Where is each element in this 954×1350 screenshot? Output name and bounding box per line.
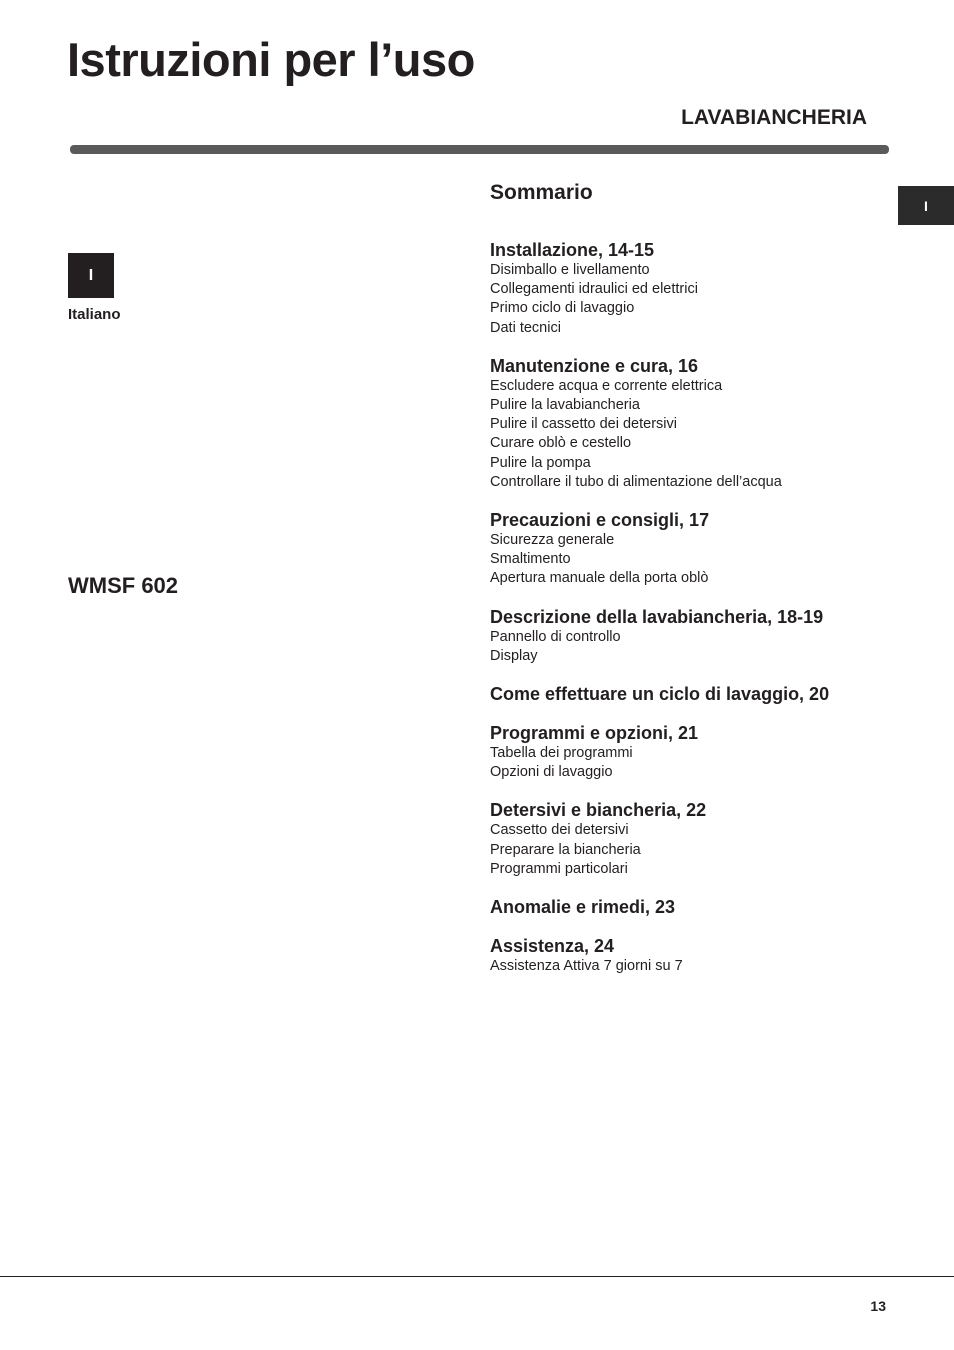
language-side-tab: I — [898, 186, 954, 225]
language-label: Italiano — [68, 306, 121, 323]
toc-section-items — [490, 957, 910, 976]
toc-item: Disimballo e livellamento — [490, 262, 650, 278]
toc-section-items — [490, 261, 910, 338]
toc-item: Assistenza Attiva 7 giorni su 7 — [490, 958, 683, 975]
toc-section — [490, 799, 910, 879]
toc-item: Cassetto dei detersivi — [490, 822, 629, 839]
toc-section — [490, 683, 910, 705]
toc-section-title: Manutenzione e cura, 16 — [490, 355, 699, 376]
toc-item: Collegamenti idraulici ed elettrici — [490, 281, 698, 298]
toc-section-items — [490, 377, 910, 492]
toc-section-items — [490, 531, 910, 589]
toc-item: Preparare la biancheria — [490, 841, 641, 858]
toc-item: Programmi particolari — [490, 860, 628, 877]
toc-section-title: Installazione, 14-15 — [490, 240, 655, 260]
toc-item: Dati tecnici — [490, 319, 561, 336]
page-number: 13 — [870, 1298, 886, 1314]
toc-section-title: Descrizione della lavabiancheria, 18-19 — [490, 606, 824, 627]
language-code-box: I — [68, 253, 114, 298]
toc-item: Escludere acqua e corrente elettrica — [490, 377, 723, 394]
toc-section-title: Programmi e opzioni, 21 — [490, 723, 699, 744]
footer-divider — [0, 1276, 954, 1277]
toc-section-title: Come effettuare un ciclo di lavaggio, 20 — [490, 684, 830, 705]
toc-item: Opzioni di lavaggio — [490, 764, 613, 781]
toc-section-title: Detersivi e biancheria, 22 — [490, 800, 707, 821]
toc-section — [490, 509, 910, 589]
table-of-contents — [490, 180, 910, 993]
toc-section — [490, 239, 910, 338]
toc-item: Tabella dei programmi — [490, 745, 633, 762]
toc-item: Smaltimento — [490, 551, 571, 568]
toc-item: Pulire la pompa — [490, 454, 591, 471]
toc-section — [490, 606, 910, 666]
toc-section — [490, 355, 910, 492]
toc-section-items — [490, 628, 910, 666]
toc-section-items — [490, 744, 910, 782]
model-name: WMSF 602 — [68, 573, 179, 598]
toc-section-title: Anomalie e rimedi, 23 — [490, 897, 676, 918]
toc-section-title: Precauzioni e consigli, 17 — [490, 510, 710, 531]
toc-item: Primo ciclo di lavaggio — [490, 300, 635, 317]
toc-section-items — [490, 821, 910, 879]
toc-heading: Sommario — [490, 181, 593, 204]
toc-section — [490, 935, 910, 976]
product-type: LAVABIANCHERIA — [681, 106, 867, 129]
header-divider — [70, 145, 889, 154]
page-title: Istruzioni per l’uso — [67, 33, 475, 86]
toc-item: Pulire la lavabiancheria — [490, 397, 640, 414]
toc-item: Apertura manuale della porta oblò — [490, 570, 709, 587]
toc-item: Pannello di controllo — [490, 628, 621, 645]
toc-item: Pulire il cassetto dei detersivi — [490, 416, 677, 433]
toc-item: Curare oblò e cestello — [490, 435, 632, 452]
toc-item: Controllare il tubo di alimentazione dell’acqua — [490, 473, 782, 490]
toc-item: Sicurezza generale — [490, 532, 615, 549]
toc-section — [490, 722, 910, 782]
toc-section-title: Assistenza, 24 — [490, 936, 615, 957]
toc-sections — [490, 239, 910, 976]
toc-item: Display — [490, 647, 538, 664]
toc-section — [490, 896, 910, 918]
